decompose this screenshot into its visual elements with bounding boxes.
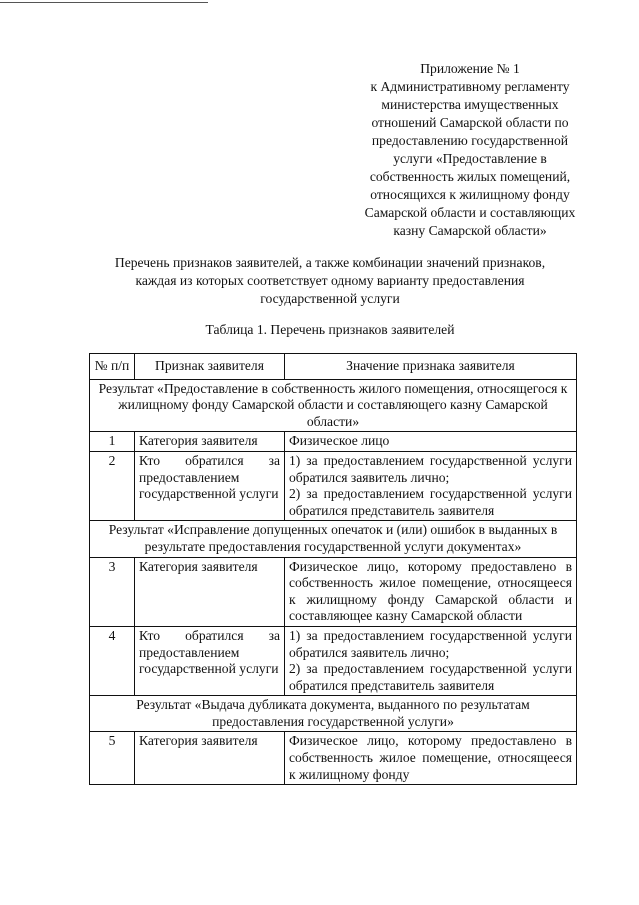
document-heading <box>80 254 580 308</box>
header-value: Значение признака заявителя <box>285 354 577 380</box>
appendix-line: министерства имущественных <box>381 97 559 112</box>
row-num: 2 <box>90 451 135 520</box>
row-value: Физическое лицо <box>285 432 577 452</box>
section-title: Результат «Выдача дубликата документа, выданного по результатам предоставления государственной услуги» <box>90 696 577 732</box>
table-row <box>90 557 577 626</box>
row-value: 1) за предоставлением государственной услуги обратился заявитель лично; 2) за предоставлением государственной услуги обратился представитель заявителя <box>285 626 577 695</box>
row-value: Физическое лицо, которому предоставлено в собственность жилое помещение, относящееся к жилищному фонду <box>285 732 577 785</box>
row-sign: Кто обратился за предоставлением государственной услуги <box>135 451 285 520</box>
appendix-line: Приложение № 1 <box>420 61 520 76</box>
header-sign: Признак заявителя <box>135 354 285 380</box>
table-header-row <box>90 354 577 380</box>
heading-line: каждая из которых соответствует одному варианту предоставления <box>135 273 525 288</box>
row-sign: Категория заявителя <box>135 732 285 785</box>
table-row <box>90 732 577 785</box>
appendix-line: собственность жилых помещений, <box>369 169 571 184</box>
row-sign: Категория заявителя <box>135 557 285 626</box>
row-value: Физическое лицо, которому предоставлено в собственность жилое помещение, относящееся к жилищному фонду Самарской области и составляющее казну Самарской области <box>285 557 577 626</box>
table-caption: Таблица 1. Перечень признаков заявителей <box>205 322 455 337</box>
appendix-line: предоставлению государственной <box>371 133 569 148</box>
top-rule <box>0 2 208 3</box>
criteria-table <box>89 353 577 785</box>
appendix-block <box>340 60 600 240</box>
row-num: 5 <box>90 732 135 785</box>
row-sign: Кто обратился за предоставлением государственной услуги <box>135 626 285 695</box>
appendix-line: относящихся к жилищному фонду <box>370 187 570 202</box>
appendix-line: услуги «Предоставление в <box>393 151 547 166</box>
table-row <box>90 626 577 695</box>
table-row <box>90 451 577 520</box>
header-num: № п/п <box>90 354 135 380</box>
appendix-line: отношений Самарской области по <box>371 115 569 130</box>
heading-line: государственной услуги <box>260 291 400 306</box>
row-num: 3 <box>90 557 135 626</box>
appendix-line: к Административному регламенту <box>370 79 570 94</box>
section-title-row <box>90 521 577 557</box>
row-num: 4 <box>90 626 135 695</box>
section-title: Результат «Предоставление в собственность жилого помещения, относящегося к жилищному фонду Самарской области и составляющего казну Самарской области» <box>90 379 577 432</box>
heading-line: Перечень признаков заявителей, а также комбинации значений признаков, <box>114 255 546 270</box>
appendix-line: Самарской области и составляющих <box>364 205 576 220</box>
section-title-row <box>90 379 577 432</box>
table-row <box>90 432 577 452</box>
row-value: 1) за предоставлением государственной услуги обратился заявитель лично; 2) за предоставлением государственной услуги обратился представитель заявителя <box>285 451 577 520</box>
row-sign: Категория заявителя <box>135 432 285 452</box>
appendix-line: казну Самарской области» <box>393 223 547 238</box>
row-num: 1 <box>90 432 135 452</box>
section-title-row <box>90 696 577 732</box>
section-title: Результат «Исправление допущенных опечаток и (или) ошибок в выданных в результате предоставления государственной услуги документах» <box>90 521 577 557</box>
